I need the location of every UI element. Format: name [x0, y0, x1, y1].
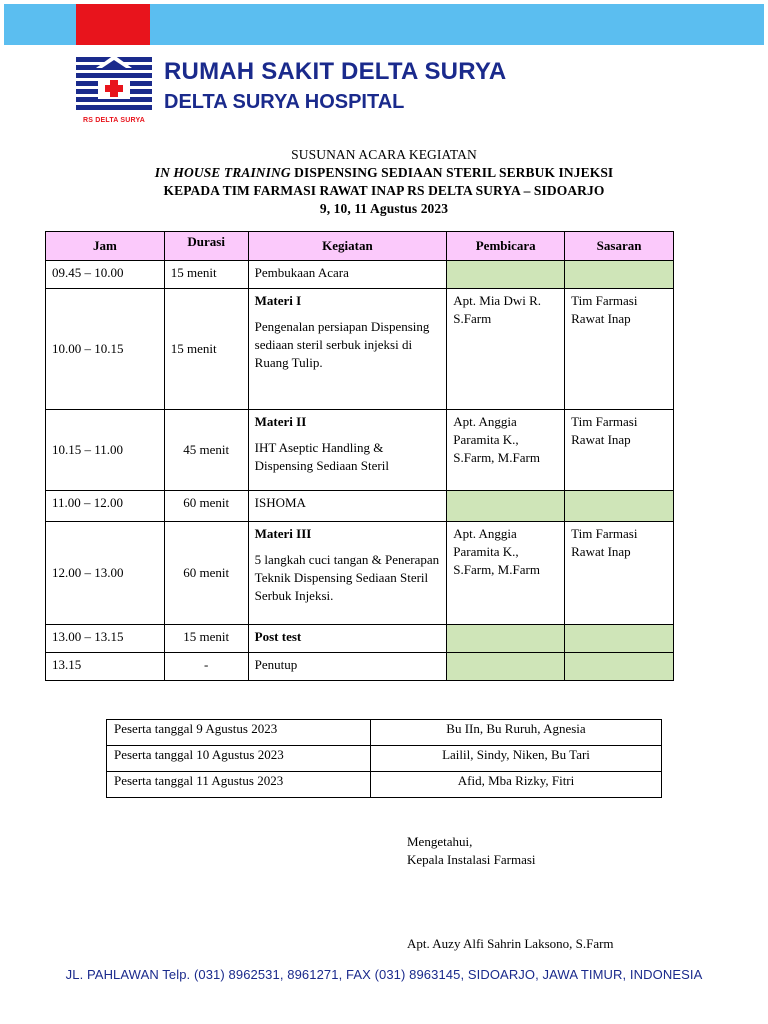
hospital-name-english: DELTA SURYA HOSPITAL [164, 91, 405, 113]
cell-pembicara [447, 625, 565, 653]
participants-row [107, 772, 662, 798]
title-line-1: SUSUNAN ACARA KEGIATAN [291, 147, 477, 162]
table-row [46, 522, 674, 625]
cell-kegiatan: ISHOMA [248, 491, 447, 522]
cell-sasaran [565, 261, 674, 289]
title-line-2 [0, 164, 768, 182]
document-title [0, 146, 768, 218]
kegiatan-desc: 5 langkah cuci tangan & Penerapan Teknik Dispensing Sediaan Steril Serbuk Injeksi. [254, 552, 440, 603]
participants-date: Peserta tanggal 10 Agustus 2023 [107, 746, 371, 772]
header-red-block [76, 4, 150, 45]
header-band [4, 4, 764, 45]
participants-names: Lailil, Sindy, Niken, Bu Tari [371, 746, 662, 772]
cell-pembicara [447, 653, 565, 681]
participants-names: Afid, Mba Rizky, Fitri [371, 772, 662, 798]
cell-pembicara [447, 491, 565, 522]
kegiatan-title: Materi II [254, 414, 307, 429]
signature-name: Apt. Auzy Alfi Sahrin Laksono, S.Farm [407, 936, 614, 951]
logo-emblem-icon [76, 54, 152, 116]
cell-pembicara: Apt. Anggia Paramita K., S.Farm, M.Farm [447, 410, 565, 491]
title-line-3: KEPADA TIM FARMASI RAWAT INAP RS DELTA SURYA – SIDOARJO [163, 183, 605, 198]
cell-durasi: - [164, 653, 248, 681]
hospital-name: RUMAH SAKIT DELTA SURYA [164, 58, 507, 85]
cell-durasi: 60 menit [164, 522, 248, 625]
cell-sasaran: Tim Farmasi Rawat Inap [565, 522, 674, 625]
cell-sasaran [565, 491, 674, 522]
signature-position: Kepala Instalasi Farmasi [407, 852, 536, 867]
cell-pembicara [447, 261, 565, 289]
kegiatan-desc: Pengenalan persiapan Dispensing sediaan steril serbuk injeksi di Ruang Tulip. [254, 319, 430, 370]
table-row [46, 289, 674, 410]
header-sasaran: Sasaran [565, 232, 674, 261]
schedule-table [45, 231, 674, 681]
cell-jam: 10.00 – 10.15 [46, 289, 165, 410]
cell-jam: 11.00 – 12.00 [46, 491, 165, 522]
cell-kegiatan [248, 625, 447, 653]
participants-date: Peserta tanggal 9 Agustus 2023 [107, 720, 371, 746]
header-durasi: Durasi [164, 232, 248, 261]
title-line-2-italic: IN HOUSE TRAINING [154, 165, 291, 180]
header-jam: Jam [46, 232, 165, 261]
cell-sasaran: Tim Farmasi Rawat Inap [565, 410, 674, 491]
cell-durasi: 15 menit [164, 625, 248, 653]
kegiatan-title: Post test [254, 629, 302, 644]
participants-date: Peserta tanggal 11 Agustus 2023 [107, 772, 371, 798]
footer-address: JL. PAHLAWAN Telp. (031) 8962531, 8961271, FAX (031) 8963145, SIDOARJO, JAWA TIMUR, INDONESIA [65, 967, 703, 982]
participants-row [107, 746, 662, 772]
cell-sasaran [565, 653, 674, 681]
cell-durasi: 60 menit [164, 491, 248, 522]
cell-durasi: 15 menit [164, 261, 248, 289]
signature-acknowledged: Mengetahui, [407, 834, 473, 849]
cell-sasaran [565, 625, 674, 653]
cell-durasi: 15 menit [164, 289, 248, 410]
cell-jam: 10.15 – 11.00 [46, 410, 165, 491]
cell-kegiatan: Pembukaan Acara [248, 261, 447, 289]
kegiatan-title: Materi I [254, 293, 302, 308]
cell-jam: 13.00 – 13.15 [46, 625, 165, 653]
participants-names: Bu IIn, Bu Ruruh, Agnesia [371, 720, 662, 746]
cell-sasaran: Tim Farmasi Rawat Inap [565, 289, 674, 410]
cell-kegiatan [248, 522, 447, 625]
cell-kegiatan: Penutup [248, 653, 447, 681]
kegiatan-title: Materi III [254, 526, 312, 541]
cell-kegiatan [248, 410, 447, 491]
participants-row [107, 720, 662, 746]
logo-caption: RS DELTA SURYA [82, 117, 146, 124]
table-row [46, 625, 674, 653]
header-kegiatan: Kegiatan [248, 232, 447, 261]
cell-jam: 09.45 – 10.00 [46, 261, 165, 289]
participants-table [106, 719, 662, 798]
title-line-4: 9, 10, 11 Agustus 2023 [319, 201, 449, 216]
kegiatan-desc: IHT Aseptic Handling & Dispensing Sediaan Steril [254, 440, 389, 473]
cell-kegiatan [248, 289, 447, 410]
title-line-2-rest: DISPENSING SEDIAAN STERIL SERBUK INJEKSI [290, 165, 614, 180]
table-row [46, 261, 674, 289]
table-row [46, 653, 674, 681]
hospital-logo [76, 54, 152, 126]
table-row [46, 410, 674, 491]
cell-pembicara: Apt. Anggia Paramita K., S.Farm, M.Farm [447, 522, 565, 625]
cell-durasi: 45 menit [164, 410, 248, 491]
cell-pembicara: Apt. Mia Dwi R. S.Farm [447, 289, 565, 410]
schedule-header-row [46, 232, 674, 261]
cell-jam: 12.00 – 13.00 [46, 522, 165, 625]
cell-jam: 13.15 [46, 653, 165, 681]
table-row [46, 491, 674, 522]
header-pembicara: Pembicara [447, 232, 565, 261]
